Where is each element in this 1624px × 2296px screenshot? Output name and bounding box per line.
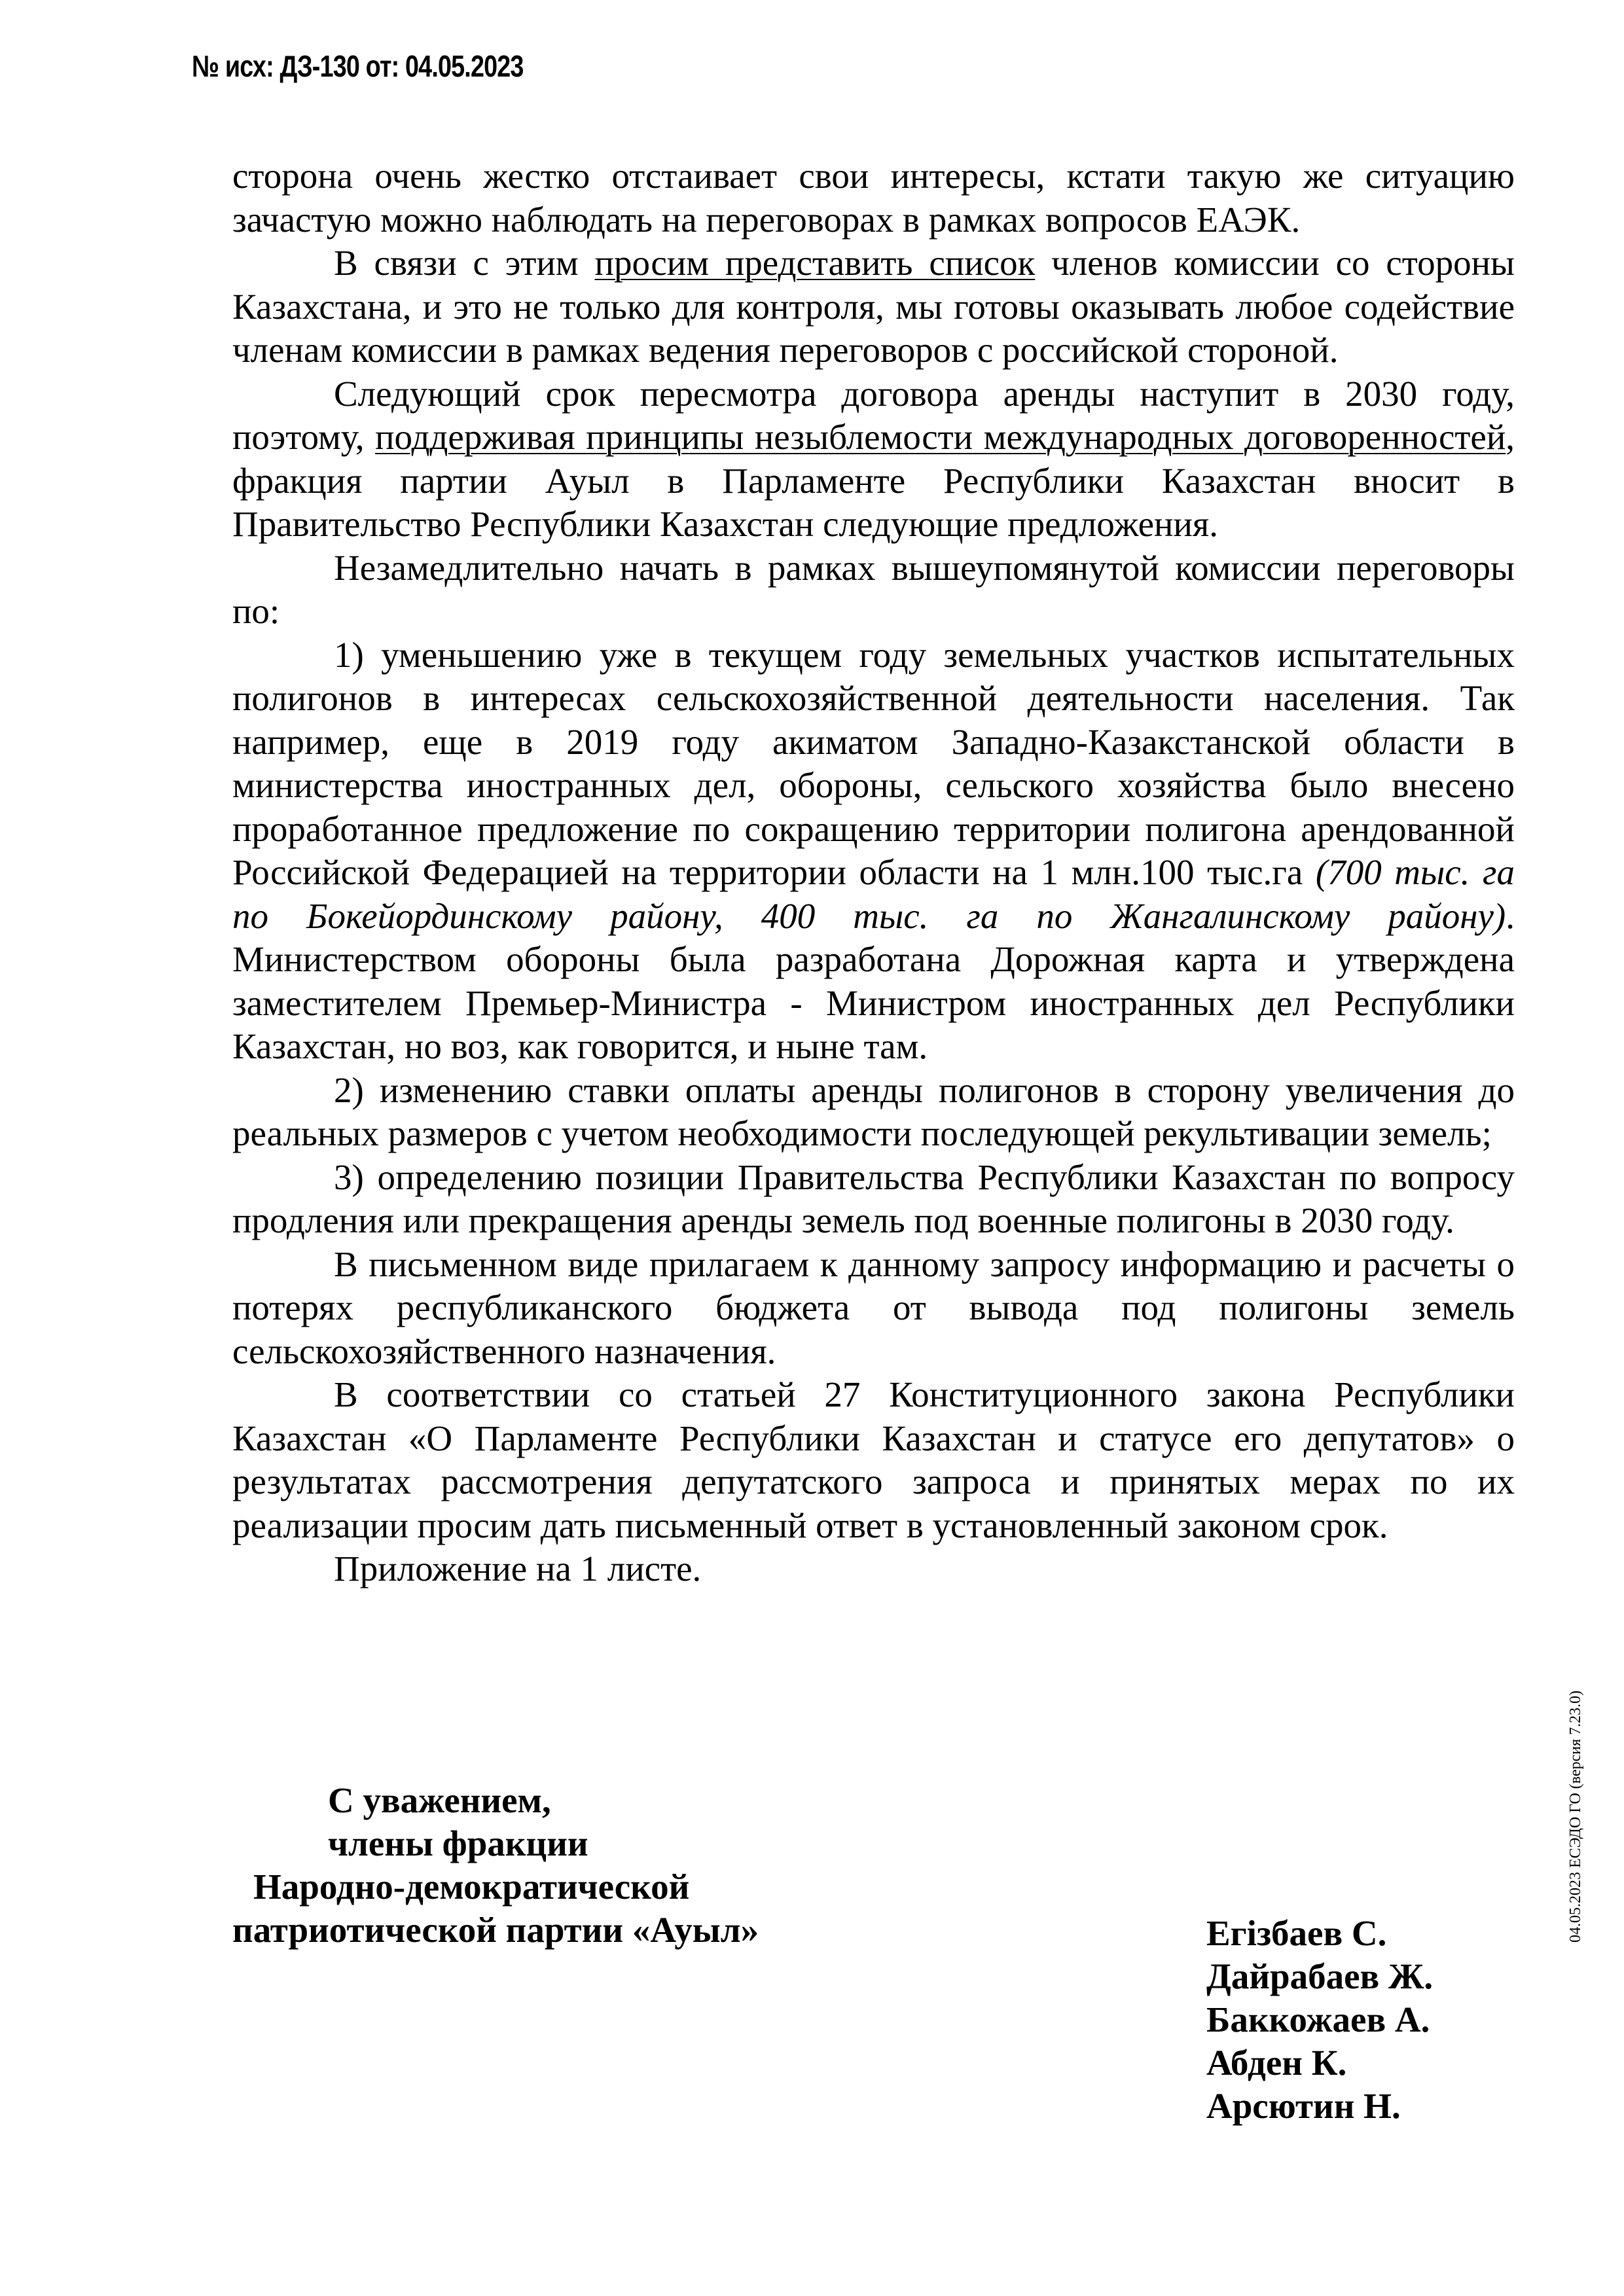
signoff-block (232, 1779, 759, 1952)
paragraph (232, 547, 1515, 634)
list-item-text: 2) изменению ставки оплаты аренды полигонов в сторону увеличения до реальных размеров с учетом необходимости последующей рекультивации земель; (232, 1069, 1515, 1153)
signer-name: Абден К. (1206, 2043, 1347, 2083)
signer-name: Баккожаев А. (1206, 2000, 1430, 2039)
signer-name: Дайрабаев Ж. (1206, 1956, 1434, 1996)
list-item (232, 1069, 1515, 1156)
paragraph-text: Незамедлительно начать в рамках вышеупомянутой комиссии переговоры по: (232, 547, 1515, 631)
letter-body (232, 154, 1515, 1591)
paragraph (232, 154, 1515, 242)
paragraph (232, 242, 1515, 372)
signoff-line: патриотической партии «Ауыл» (232, 1910, 759, 1950)
signoff-line: С уважением, (328, 1780, 551, 1820)
signers-list (1206, 1912, 1433, 2128)
italic-text: (700 тыс. га по Бокейординскому району, 400 тыс. га по Жангалинскому району) (232, 852, 1515, 936)
paragraph-text: членов комиссии со стороны Казахстана, и это не только для контроля, мы готовы оказывать любое содействие членам комиссии в рамках ведения переговоров с российской стороной. (232, 243, 1515, 370)
underlined-text: просим представить список (594, 243, 1036, 283)
list-item-text: 3) определению позиции Правительства Республики Казахстан по вопросу продления или прекращения аренды земель под военные полигоны в 2030 году. (232, 1157, 1515, 1240)
signoff-line: члены фракции (328, 1823, 588, 1863)
paragraph-text: В связи с этим (334, 243, 595, 283)
outgoing-reference-number: № исх: ДЗ-130 от: 04.05.2023 (192, 49, 524, 83)
paragraph (232, 372, 1515, 547)
edms-side-stamp: 04.05.2023 ЕСЭДО ГО (версия 7.23.0) (1567, 1690, 1584, 1943)
underlined-text: поддерживая принципы незыблемости международных договоренностей (375, 417, 1506, 457)
list-item (232, 634, 1515, 1069)
paragraph-text: сторона очень жестко отстаивает свои интересы, кстати такую же ситуацию зачастую можно наблюдать на переговорах в рамках вопросов ЕАЭК. (232, 156, 1515, 240)
signer-name: Арсютин Н. (1206, 2086, 1401, 2126)
list-item-text: 1) уменьшению уже в текущем году земельных участков испытательных полигонов в интересах сельскохозяйственной деятельности населения. Так например, еще в 2019 году акиматом Западно-Казакстанской области в министерства иностранных дел, обороны, сельского хозяйства было внесено проработанное предложение по сокращению территории полигона арендованной Российской Федерацией на территории области на 1 млн.100 тыс.га (232, 634, 1515, 892)
paragraph (232, 1373, 1515, 1547)
paragraph-text: В письменном виде прилагаем к данному запросу информацию и расчеты о потерях республиканского бюджета от вывода под полигоны земель сельскохозяйственного назначения. (232, 1244, 1515, 1371)
paragraph-text: Приложение на 1 листе. (334, 1549, 702, 1588)
signoff-line: Народно-демократической (253, 1867, 690, 1907)
signer-name: Егізбаев С. (1206, 1913, 1387, 1953)
paragraph (232, 1243, 1515, 1374)
paragraph-text: Следующий срок пересмотра договора аренды наступит в 2030 году, поэтому, (232, 373, 1515, 457)
paragraph-text: В соответствии со статьей 27 Конституционного закона Республики Казахстан «О Парламенте Республики Казахстан и статусе его депутатов» о результатах рассмотрения депутатского запроса и принятых мерах по их реализации просим дать письменный ответ в установленный законом срок. (232, 1374, 1515, 1545)
list-item (232, 1156, 1515, 1243)
paragraph-text: , фракция партии Ауыл в Парламенте Республики Казахстан вносит в Правительство Республики Казахстан следующие предложения. (232, 417, 1515, 544)
attachment-note (232, 1547, 1515, 1591)
list-item-text: . Министерством обороны была разработана Дорожная карта и утверждена заместителем Премьер-Министра - Министром иностранных дел Республики Казахстан, но воз, как говорится, и ныне там. (232, 895, 1515, 1066)
